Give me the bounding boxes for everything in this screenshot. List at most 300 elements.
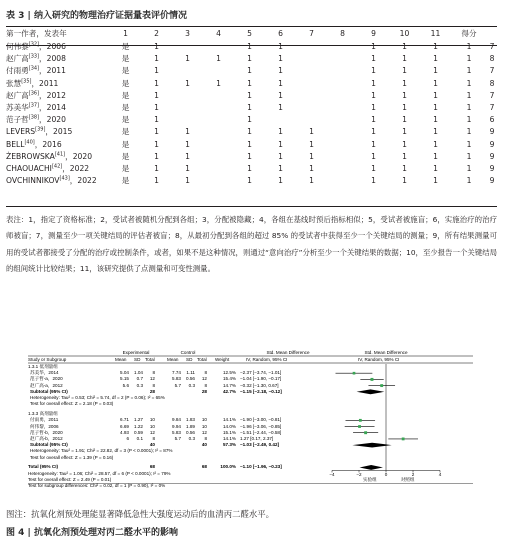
- study-effect-square: [380, 384, 383, 387]
- header-item-9: 9: [371, 29, 376, 38]
- item-cell: 1: [371, 139, 376, 149]
- header-weight: Weight: [215, 357, 230, 362]
- study-sd-exp: 1.04: [134, 370, 143, 376]
- author-ref: [33]: [28, 53, 40, 60]
- author-cell: [6, 41, 110, 53]
- author-name: CHAOUACHI: [6, 164, 52, 174]
- table-row: [6, 139, 497, 151]
- table-row: [6, 90, 497, 102]
- item-cell: 7: [489, 103, 495, 113]
- figure-title: 图 4 | 抗氧化剂预处理对丙二醛水平的影响: [6, 528, 178, 538]
- header-item-7: 7: [309, 29, 314, 38]
- study-ci: −0.32 [−1.30, 0.67]: [240, 382, 279, 388]
- subtotal-label: Subtotal (95% CI): [30, 442, 68, 448]
- table-row: [6, 78, 497, 90]
- item-cell: 1: [433, 139, 438, 149]
- item-cell: 1: [402, 151, 407, 161]
- item-cell: [327, 90, 358, 102]
- study-weight: 15.1%: [222, 429, 236, 435]
- item-cell: [327, 151, 358, 163]
- score-cell: 1: [466, 103, 472, 113]
- item-cell: 是: [121, 115, 130, 125]
- study-effect-square: [402, 438, 405, 441]
- header-study: Study or Subgroup: [28, 357, 67, 362]
- author-year: ，2022: [69, 176, 97, 186]
- author-cell: [6, 102, 110, 114]
- score-cell: 1: [466, 66, 472, 76]
- item-cell: 1: [154, 90, 159, 100]
- item-cell: [327, 53, 358, 65]
- item-cell: 7: [489, 66, 495, 76]
- item-cell: 是: [121, 151, 130, 161]
- study-sd-ctl: 1.11: [186, 370, 195, 376]
- item-cell: 1: [371, 176, 376, 186]
- score-cell: 1: [466, 78, 472, 88]
- author-name: 范子哲: [6, 115, 29, 125]
- item-cell: 是: [121, 42, 130, 51]
- study-total-exp: 12: [149, 429, 155, 435]
- study-name: 赵广高-b，2012: [30, 435, 63, 441]
- item-cell: 1: [154, 176, 159, 186]
- study-name: 苏美华，2014: [30, 370, 59, 376]
- item-cell: [203, 126, 234, 138]
- study-ci: −2.37 [−3.74, −1.01]: [240, 370, 282, 376]
- item-cell: [296, 78, 327, 90]
- subtotal-weight: 42.7%: [222, 388, 236, 394]
- table-row: [6, 126, 497, 138]
- item-cell: 1: [371, 78, 376, 88]
- item-cell: 1: [247, 139, 252, 149]
- item-cell: [327, 41, 358, 53]
- score-cell: 1: [466, 139, 472, 149]
- author-year: ，2008: [39, 54, 66, 64]
- study-sd-exp: 1.22: [134, 423, 143, 429]
- study-total-ctl: 8: [204, 435, 207, 441]
- item-cell: 7: [489, 90, 495, 100]
- author-cell: [6, 126, 110, 138]
- item-cell: 是: [121, 78, 130, 88]
- table-row: [6, 151, 497, 163]
- study-ci: 1.27 [0.17, 2.37]: [240, 435, 274, 441]
- item-cell: 1: [433, 42, 438, 51]
- item-cell: 7: [489, 42, 495, 51]
- study-effect-square: [353, 372, 356, 375]
- study-total-exp: 10: [149, 417, 155, 423]
- item-cell: [172, 102, 203, 114]
- study-total-ctl: 10: [201, 417, 207, 423]
- total-diamond: [360, 465, 383, 470]
- study-sd-exp: 0.3: [136, 382, 143, 388]
- item-cell: 1: [402, 176, 407, 186]
- item-cell: 9: [489, 176, 495, 186]
- study-effect-square: [364, 431, 367, 434]
- item-cell: 1: [278, 139, 283, 149]
- author-name: 何伟黎: [6, 42, 29, 51]
- item-cell: 1: [433, 164, 438, 174]
- header-score: 得分: [461, 29, 477, 38]
- item-cell: 1: [309, 176, 314, 186]
- item-cell: 1: [433, 127, 438, 137]
- item-cell: [296, 102, 327, 114]
- study-weight: 14.0%: [222, 423, 236, 429]
- study-mean-ctl: 5.83: [172, 429, 181, 435]
- subgroup-label: 1.3.1 低剂量组: [28, 364, 58, 369]
- item-cell: 9: [489, 127, 495, 137]
- forest-x-tick-label: 0: [384, 472, 388, 478]
- item-cell: [265, 114, 296, 126]
- study-sd-exp: 0.7: [136, 376, 143, 382]
- author-year: ，2011: [39, 66, 66, 76]
- study-sd-ctl: 0.56: [186, 376, 195, 382]
- item-cell: 1: [154, 54, 159, 64]
- study-ci: −1.51 [−2.44, −0.58]: [240, 429, 282, 435]
- item-cell: [296, 65, 327, 77]
- table-row: [6, 114, 497, 126]
- study-mean-exp: 5.6: [122, 382, 129, 388]
- item-cell: 1: [278, 90, 283, 100]
- author-ref: [42]: [51, 163, 63, 170]
- header-item-5: 5: [247, 29, 252, 38]
- item-cell: 1: [402, 66, 407, 76]
- subtotal-total-ctl: 40: [201, 442, 207, 448]
- header-item-2: 2: [154, 29, 159, 38]
- item-cell: 1: [247, 127, 252, 137]
- item-cell: 8: [489, 54, 495, 64]
- item-cell: 是: [121, 139, 130, 149]
- study-mean-exp: 6.71: [120, 417, 129, 423]
- author-year: ，2016: [34, 139, 62, 149]
- author-ref: [36]: [28, 90, 40, 97]
- item-cell: 1: [402, 42, 407, 51]
- item-cell: [172, 114, 203, 126]
- author-cell: [6, 163, 110, 175]
- item-cell: 1: [371, 115, 376, 125]
- study-mean-ctl: 5.83: [172, 376, 181, 382]
- item-cell: 1: [278, 164, 283, 174]
- score-cell: 1: [466, 90, 472, 100]
- item-cell: [327, 175, 358, 187]
- table-row: [6, 163, 497, 175]
- total-overall-effect: Test for overall effect: Z = 2.49 (P = 0.01): [28, 476, 112, 482]
- item-cell: 1: [216, 78, 221, 88]
- study-total-exp: 8: [152, 382, 155, 388]
- header-sd-exp: SD: [134, 357, 141, 362]
- item-cell: 1: [154, 151, 159, 161]
- item-cell: 1: [309, 151, 314, 161]
- study-weight: 15.4%: [222, 376, 236, 382]
- item-cell: 是: [121, 103, 130, 113]
- item-cell: 1: [371, 66, 376, 76]
- study-sd-ctl: 1.83: [186, 417, 195, 423]
- study-name: 付雨勇，2011: [30, 417, 59, 423]
- author-ref: [34]: [28, 65, 40, 72]
- subtotal-ci: −1.15 [−2.18, −0.12]: [240, 388, 282, 394]
- author-name: 赵广高: [6, 54, 29, 64]
- item-cell: [172, 90, 203, 102]
- item-cell: 1: [433, 78, 438, 88]
- item-cell: [203, 114, 234, 126]
- item-cell: 1: [278, 151, 283, 161]
- item-cell: 1: [402, 115, 407, 125]
- author-ref: [38]: [28, 114, 40, 121]
- table-note: 表注：1，指定了资格标准；2，受试者被随机分配到各组；3，分配被隐藏；4，各组在基线时预后指标相似；5，受试者被施盲；6，实施治疗的治疗师被盲；7，测量至少一项关键结局的评估者被盲；8，从最初分配到各组的超过 85% 的受试者中获得至少一个关键结局的测量；9，所有结果测量可用的受试者都接受了分配的治疗或控制条件，或者，如果不是这种情况，则通过“意向治疗”分析至少一个关键结果的数据；10，至少报告一个关键结局的组间统计比较结果；11，该研究提供了点测量和可变性测量。: [6, 215, 497, 274]
- item-cell: 是: [121, 90, 130, 100]
- item-cell: [172, 65, 203, 77]
- study-mean-ctl: 7.74: [172, 370, 181, 376]
- study-mean-ctl: 5.7: [174, 382, 181, 388]
- author-cell: [6, 175, 110, 187]
- table-title: 表 3 | 纳入研究的物理治疗证据量表评价情况: [6, 11, 187, 21]
- item-cell: 1: [402, 127, 407, 137]
- subtotal-ci: −1.03 [−2.49, 0.42]: [240, 442, 280, 448]
- header-control: Control: [180, 350, 196, 355]
- item-cell: 1: [278, 176, 283, 186]
- study-total-ctl: 12: [201, 429, 207, 435]
- score-cell: 1: [466, 151, 472, 161]
- header-smd-title-plot: Std. Mean Difference: [364, 350, 408, 355]
- item-cell: [172, 41, 203, 53]
- item-cell: 1: [371, 54, 376, 64]
- item-cell: [327, 126, 358, 138]
- item-cell: 1: [154, 139, 159, 149]
- item-cell: 1: [278, 42, 283, 51]
- study-sd-ctl: 0.3: [188, 382, 195, 388]
- author-ref: [35]: [21, 78, 32, 85]
- subtotal-total-exp: 28: [149, 388, 155, 394]
- item-cell: [327, 78, 358, 90]
- author-name: BELL: [6, 139, 25, 149]
- table-row: [6, 53, 497, 65]
- pedro-table: [6, 26, 497, 187]
- study-total-ctl: 10: [201, 423, 207, 429]
- author-ref: [32]: [28, 41, 40, 48]
- score-cell: 1: [466, 164, 472, 174]
- study-name: 范子哲-b，2020: [30, 429, 63, 435]
- table-bottom-rule: [6, 206, 497, 207]
- author-ref: [41]: [54, 151, 66, 158]
- table-row: [6, 41, 497, 53]
- header-mean-ctl: Mean: [167, 357, 179, 362]
- item-cell: 是: [121, 66, 130, 76]
- forest-x-tick-label: 4: [438, 472, 442, 478]
- study-sd-exp: 0.1: [136, 435, 143, 441]
- author-year: ，2022: [62, 164, 90, 174]
- item-cell: 1: [433, 176, 438, 186]
- item-cell: [327, 163, 358, 175]
- study-sd-ctl: 0.56: [186, 429, 195, 435]
- item-cell: 1: [309, 139, 314, 149]
- study-total-ctl: 12: [201, 376, 207, 382]
- score-cell: 1: [466, 115, 472, 125]
- header-ci: IV, Random, 95% CI: [246, 357, 288, 362]
- item-cell: 1: [371, 164, 376, 174]
- score-cell: 1: [466, 54, 472, 64]
- item-cell: 1: [154, 127, 159, 137]
- item-cell: 9: [489, 164, 495, 174]
- header-smd-title: Std. Mean Difference: [266, 350, 310, 355]
- item-cell: 1: [247, 54, 252, 64]
- item-cell: 8: [489, 78, 495, 88]
- item-cell: 1: [402, 78, 407, 88]
- subtotal-diamond: [357, 389, 385, 394]
- table-row: [6, 65, 497, 77]
- item-cell: 1: [247, 176, 252, 186]
- header-item-10: 10: [399, 29, 410, 38]
- author-name: 张慧: [6, 78, 22, 88]
- item-cell: 1: [247, 78, 252, 88]
- total-heterogeneity: Heterogeneity: Tau² = 1.06; Chi² = 28.57, df = 6 (P < 0.0001); I² = 79%: [28, 470, 171, 476]
- item-cell: 是: [121, 54, 130, 64]
- study-mean-ctl: 9.84: [172, 417, 181, 423]
- author-ref: [43]: [59, 175, 70, 182]
- forest-x-tick-label: −2: [356, 472, 362, 478]
- header-sd-ctl: SD: [186, 357, 193, 362]
- item-cell: 是: [121, 176, 130, 186]
- study-total-exp: 10: [149, 423, 155, 429]
- study-name: 何伟黎，2006: [30, 423, 59, 429]
- subtotal-label: Subtotal (95% CI): [30, 388, 68, 394]
- table-header-row: [6, 26, 497, 41]
- study-mean-exp: 6.69: [120, 423, 129, 429]
- item-cell: [203, 41, 234, 53]
- item-cell: 1: [185, 164, 190, 174]
- header-mean-exp: Mean: [115, 357, 127, 362]
- header-item-6: 6: [278, 29, 283, 38]
- item-cell: 1: [185, 78, 190, 88]
- item-cell: 1: [247, 42, 252, 51]
- subgroup-differences: Test for subgroup differences: Chi² = 0.02, df = 1 (P = 0.90), I² = 0%: [28, 483, 166, 489]
- author-name: LEVERS: [6, 127, 36, 137]
- item-cell: 1: [185, 127, 190, 137]
- item-cell: 1: [216, 54, 221, 64]
- item-cell: [203, 163, 234, 175]
- study-mean-exp: 5.15: [120, 376, 129, 382]
- item-cell: 1: [433, 90, 438, 100]
- item-cell: 1: [433, 103, 438, 113]
- author-name: 苏美华: [6, 103, 29, 113]
- study-name: 范子哲-a，2020: [30, 376, 63, 382]
- item-cell: 1: [309, 127, 314, 137]
- item-cell: [296, 114, 327, 126]
- study-ci: −1.90 [−3.00, −0.81]: [240, 417, 282, 423]
- item-cell: 1: [371, 42, 376, 51]
- item-cell: [203, 65, 234, 77]
- item-cell: 1: [247, 151, 252, 161]
- total-weight: 100.0%: [220, 464, 236, 470]
- item-cell: 1: [433, 54, 438, 64]
- item-cell: 1: [154, 115, 159, 125]
- item-cell: 9: [489, 139, 495, 149]
- author-name: OVCHINNIKOV: [6, 176, 60, 186]
- item-cell: 9: [489, 151, 495, 161]
- author-cell: [6, 114, 110, 126]
- subgroup-overall-effect: Test for overall effect: Z = 2.18 (P = 0.03): [30, 401, 114, 407]
- author-ref: [40]: [24, 139, 35, 146]
- study-total-ctl: 8: [204, 382, 207, 388]
- item-cell: 1: [154, 42, 159, 51]
- item-cell: [203, 90, 234, 102]
- study-total-exp: 8: [152, 435, 155, 441]
- item-cell: 是: [121, 127, 130, 137]
- item-cell: [203, 151, 234, 163]
- item-cell: 1: [278, 54, 283, 64]
- study-effect-square: [370, 378, 373, 381]
- author-name: 付雨勇: [6, 66, 29, 76]
- study-sd-ctl: 0.3: [188, 435, 195, 441]
- study-weight: 12.5%: [222, 370, 236, 376]
- item-cell: 1: [278, 66, 283, 76]
- header-total-exp: Total: [145, 357, 155, 362]
- total-label: Total (95% CI): [28, 464, 59, 470]
- study-ci: −1.96 [−3.06, −0.85]: [240, 423, 282, 429]
- study-weight: 14.7%: [222, 382, 236, 388]
- item-cell: 1: [185, 151, 190, 161]
- study-total-exp: 8: [152, 370, 155, 376]
- header-item-4: 4: [216, 29, 221, 38]
- item-cell: [203, 175, 234, 187]
- forest-plot: [28, 347, 473, 507]
- item-cell: 1: [154, 164, 159, 174]
- author-name: ŻEBROWSKA: [6, 151, 55, 161]
- item-cell: [327, 114, 358, 126]
- author-cell: [6, 90, 110, 102]
- total-total-ctl: 68: [201, 464, 207, 470]
- item-cell: [203, 102, 234, 114]
- item-cell: 1: [247, 115, 252, 125]
- item-cell: 1: [402, 164, 407, 174]
- item-cell: 1: [247, 164, 252, 174]
- item-cell: 6: [489, 115, 495, 125]
- item-cell: 1: [278, 127, 283, 137]
- subtotal-weight: 57.3%: [222, 442, 236, 448]
- item-cell: 1: [278, 78, 283, 88]
- subgroup-heterogeneity: Heterogeneity: Tau² = 1.91; Chi² = 22.82, df = 3 (P < 0.0001); I² = 87%: [30, 448, 173, 454]
- study-total-ctl: 8: [204, 370, 207, 376]
- item-cell: [296, 90, 327, 102]
- author-year: ，2020: [65, 151, 93, 161]
- study-ci: −1.04 [−1.90, −0.17]: [240, 376, 282, 382]
- header-total-ctl: Total: [197, 357, 207, 362]
- figure-caption: 图注：抗氧化剂预处理能显著降低急性大强度运动后的血清丙二醛水平。: [6, 509, 274, 519]
- item-cell: [327, 102, 358, 114]
- favours-control-label: 对照组: [400, 477, 415, 483]
- study-sd-exp: 0.59: [134, 429, 143, 435]
- header-experimental: Experimental: [122, 350, 150, 355]
- author-ref: [39]: [35, 126, 46, 133]
- header-item-8: 8: [340, 29, 345, 38]
- author-name: 赵广高: [6, 90, 29, 100]
- item-cell: 1: [247, 66, 252, 76]
- author-year: ，2014: [39, 103, 66, 113]
- table-row: [6, 102, 497, 114]
- item-cell: 1: [402, 139, 407, 149]
- item-cell: 1: [402, 90, 407, 100]
- subgroup-heterogeneity: Heterogeneity: Tau² = 0.53; Chi² = 5.74, df = 2 (P = 0.06); I² = 65%: [30, 395, 165, 400]
- item-cell: 1: [309, 164, 314, 174]
- study-effect-square: [358, 425, 361, 428]
- item-cell: 1: [371, 127, 376, 137]
- study-mean-ctl: 9.94: [172, 423, 181, 429]
- author-cell: [6, 53, 110, 65]
- item-cell: 1: [371, 103, 376, 113]
- header-item-1: 1: [123, 29, 128, 38]
- item-cell: 1: [402, 54, 407, 64]
- score-cell: 1: [466, 127, 472, 137]
- item-cell: [203, 139, 234, 151]
- author-year: ，2015: [45, 127, 73, 137]
- author-year: ，2011: [31, 78, 59, 88]
- total-total-exp: 68: [149, 464, 155, 470]
